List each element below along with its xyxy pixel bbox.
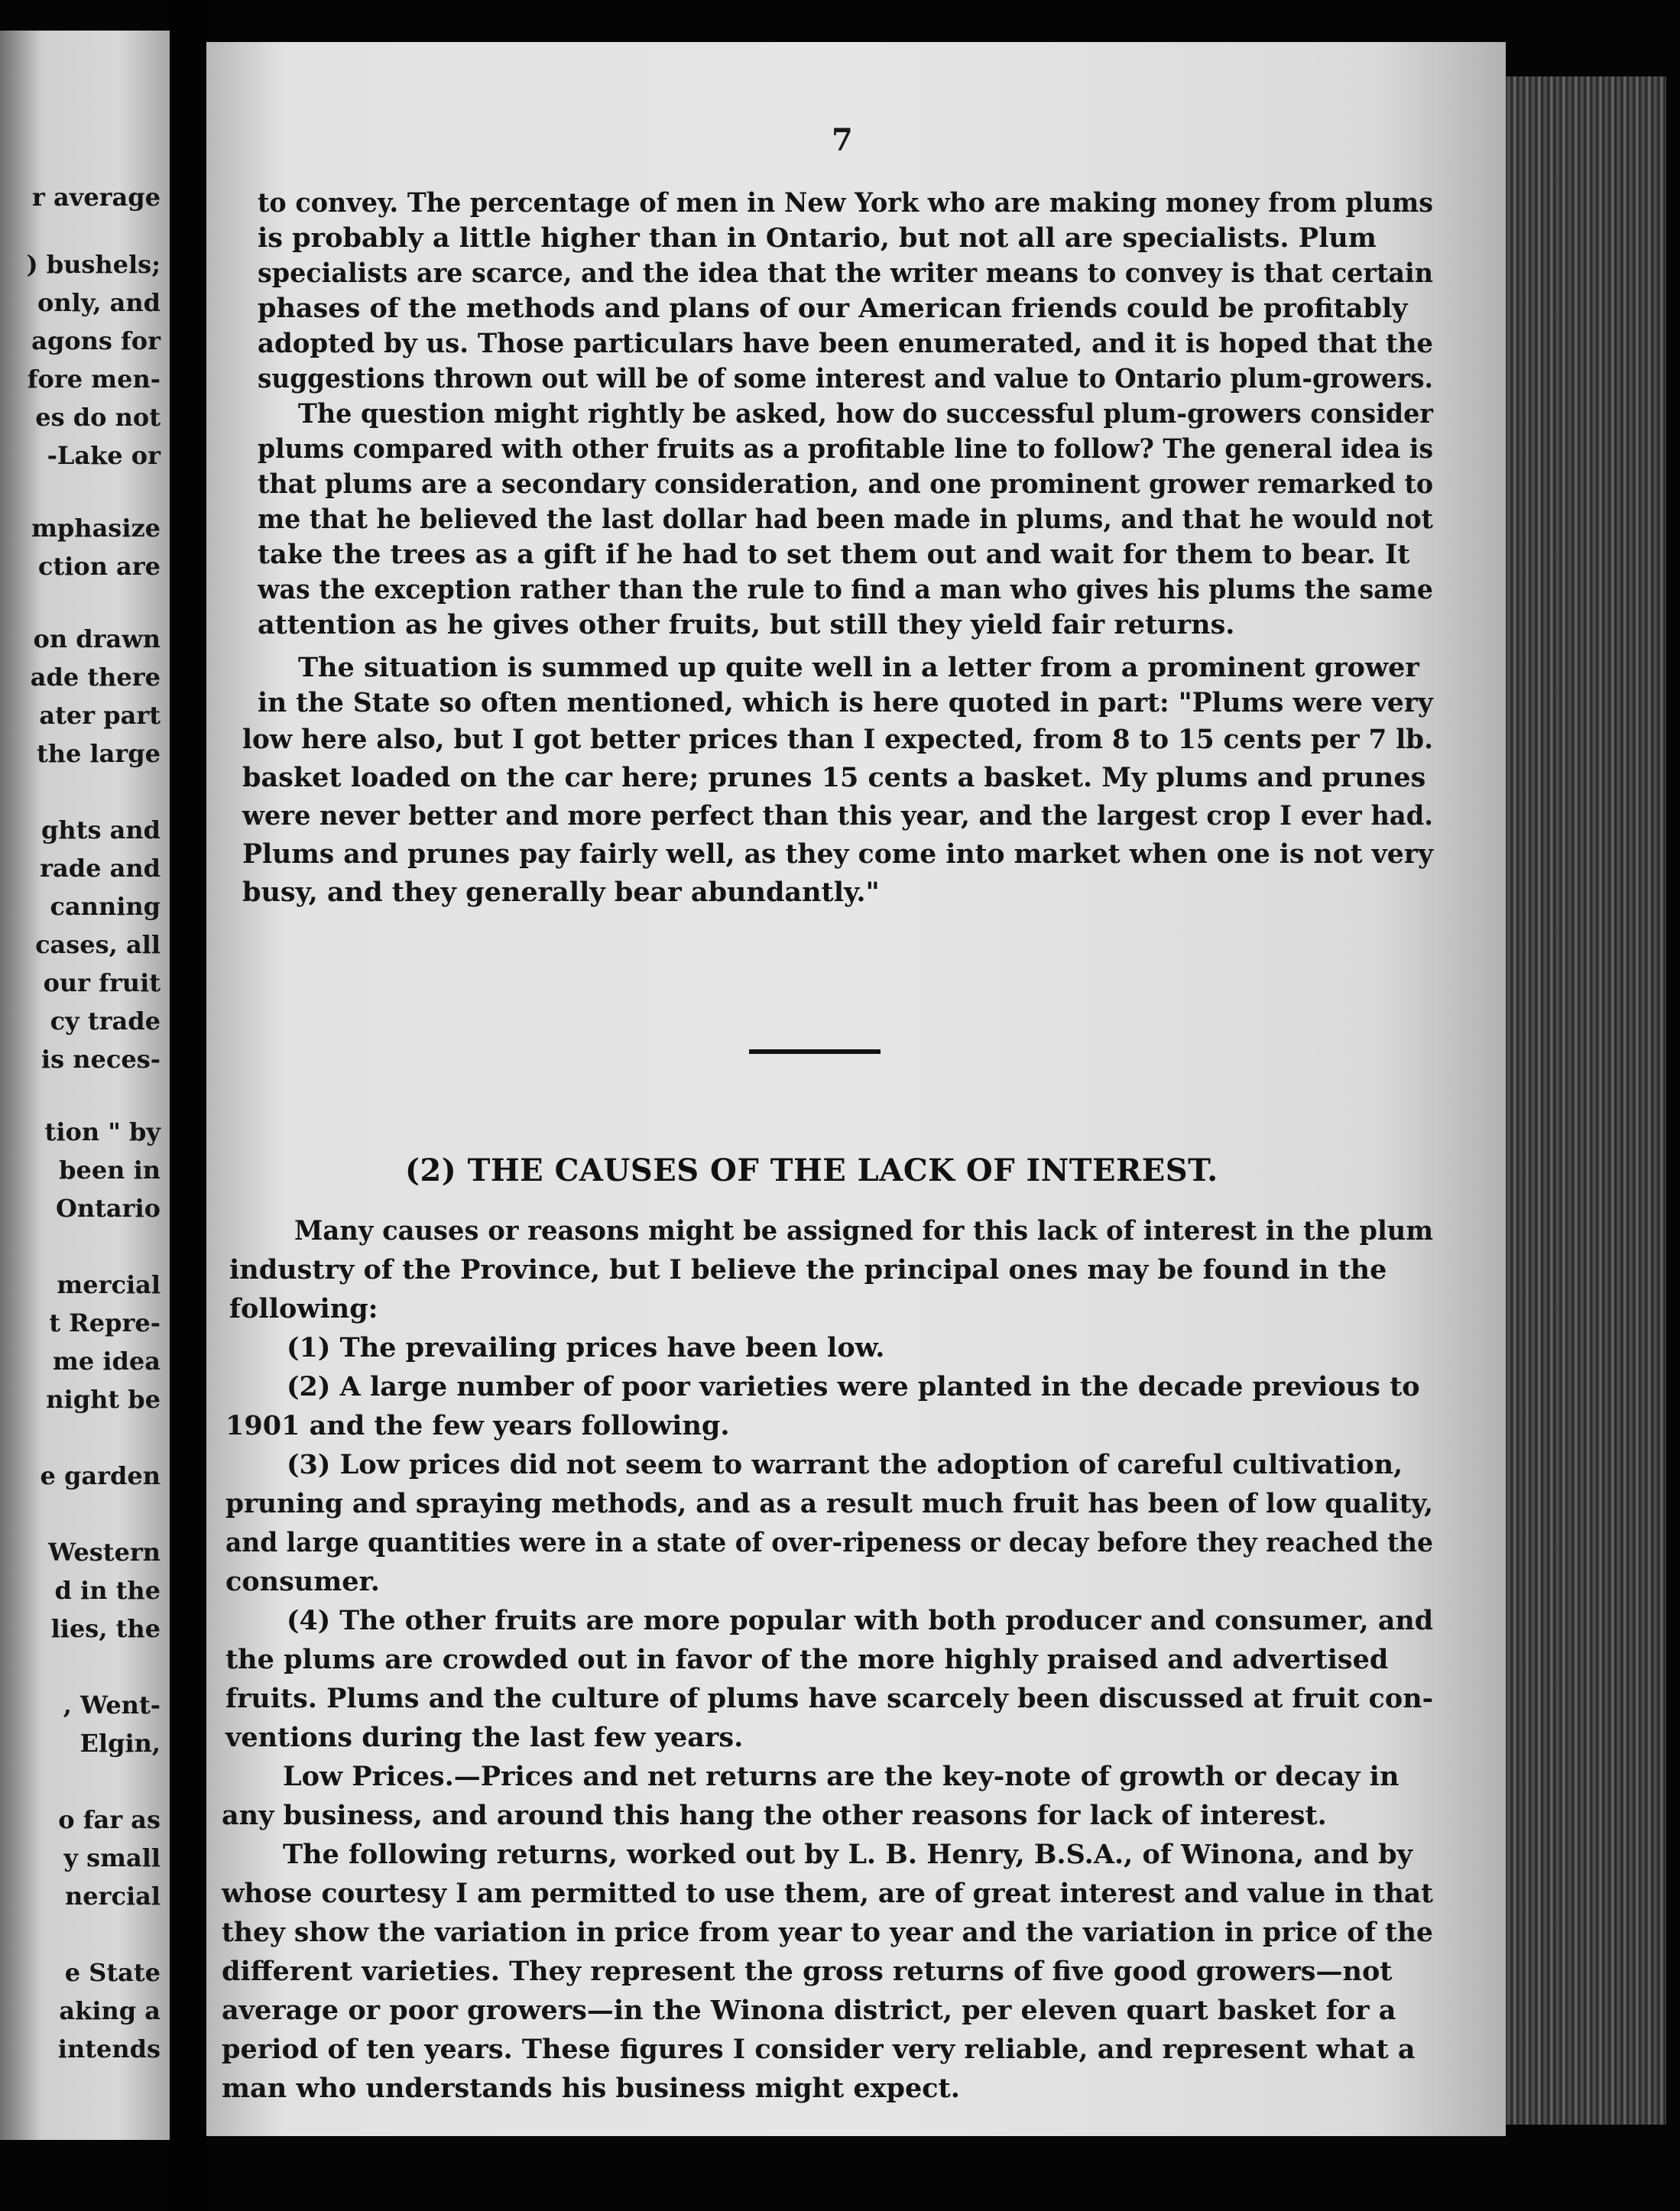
left-page-line: mphasize xyxy=(31,514,161,543)
text-line: fruits. Plums and the culture of plums have scarcely been discussed at fruit con- xyxy=(225,1683,1434,1714)
left-page-line: tion " by xyxy=(44,1117,161,1146)
left-page-line: ade there xyxy=(30,663,161,692)
left-page-line: me idea xyxy=(53,1347,161,1376)
text-line: in the State so often mentioned, which is here quoted in part: "Plums were very xyxy=(258,687,1433,718)
left-page-line: on drawn xyxy=(33,624,161,653)
left-page-line: fore men- xyxy=(27,365,161,394)
left-page-line: aking a xyxy=(59,1996,161,2025)
text-line: they show the variation in price from year to year and the variation in price of the xyxy=(222,1917,1433,1948)
text-line: The question might rightly be asked, how do successful plum-growers consider xyxy=(298,398,1433,430)
text-line: is probably a little higher than in Ontario, but not all are specialists. Plum xyxy=(258,222,1377,254)
text-line: me that he believed the last dollar had been made in plums, and that he would not xyxy=(258,504,1433,535)
left-page-line: ater part xyxy=(39,701,161,730)
section-divider-rule xyxy=(749,1049,881,1054)
text-line: (2) A large number of poor varieties were planted in the decade previous to xyxy=(287,1371,1420,1402)
left-page-line: d in the xyxy=(54,1576,161,1605)
text-line: (3) Low prices did not seem to warrant the adoption of careful cultivation, xyxy=(287,1449,1403,1480)
text-line: different varieties. They represent the gross returns of five good growers—not xyxy=(222,1956,1393,1987)
text-line: 1901 and the few years following. xyxy=(225,1410,730,1441)
left-page-line: the large xyxy=(36,739,161,768)
left-page-line: our fruit xyxy=(43,968,161,997)
left-page-line: ) bushels; xyxy=(26,250,161,279)
left-page-line: rade and xyxy=(40,854,161,883)
left-page-line: -Lake or xyxy=(47,441,161,470)
text-line: (1) The prevailing prices have been low. xyxy=(287,1332,885,1363)
text-line: the plums are crowded out in favor of the more highly praised and advertised xyxy=(225,1644,1389,1675)
text-line: following: xyxy=(229,1293,378,1324)
text-line: industry of the Province, but I believe the principal ones may be found in the xyxy=(229,1254,1387,1285)
left-page-line: y small xyxy=(63,1843,161,1872)
text-line: and large quantities were in a state of over-ripeness or decay before they reached the xyxy=(225,1527,1434,1558)
text-line: were never better and more perfect than this year, and the largest crop I ever had. xyxy=(242,800,1433,832)
text-line: specialists are scarce, and the idea that the writer means to convey is that certain xyxy=(258,258,1433,289)
left-page-line: mercial xyxy=(57,1270,161,1299)
text-line: to convey. The percentage of men in New York who are making money from plums xyxy=(258,187,1434,219)
section-heading: (2) THE CAUSES OF THE LACK OF INTEREST. xyxy=(405,1153,1218,1188)
left-page-line: es do not xyxy=(35,403,161,432)
text-line: pruning and spraying methods, and as a result much fruit has been of low quality, xyxy=(225,1488,1434,1519)
left-page-line: e garden xyxy=(40,1461,161,1490)
text-line: (4) The other fruits are more popular with both producer and consumer, and xyxy=(287,1605,1434,1636)
left-page-line: cy trade xyxy=(50,1007,161,1036)
left-page-line: nercial xyxy=(64,1882,161,1911)
left-page-line: intends xyxy=(57,2034,161,2063)
left-page-line: t Repre- xyxy=(49,1308,161,1337)
text-line: Plums and prunes pay fairly well, as they come into market when one is not very xyxy=(242,838,1434,870)
text-line: The following returns, worked out by L. B. Henry, B.S.A., of Winona, and by xyxy=(283,1839,1412,1870)
text-line: that plums are a secondary consideration, and one prominent grower remarked to xyxy=(258,468,1434,500)
left-page-line: only, and xyxy=(37,288,161,317)
text-line: busy, and they generally bear abundantly." xyxy=(242,877,880,908)
left-page-line: , Went- xyxy=(63,1691,161,1720)
left-page-line: canning xyxy=(50,892,161,921)
left-page-line: lies, the xyxy=(50,1614,161,1643)
text-line: was the exception rather than the rule to find a man who gives his plums the same xyxy=(258,574,1433,605)
text-line: consumer. xyxy=(225,1566,380,1597)
text-line: low here also, but I got better prices than I expected, from 8 to 15 cents per 7 lb. xyxy=(242,724,1433,755)
left-page-line: e State xyxy=(64,1958,161,1987)
text-line: attention as he gives other fruits, but still they yield fair returns. xyxy=(258,609,1235,640)
left-page-line: agons for xyxy=(31,326,161,355)
text-line: whose courtesy I am permitted to use them, are of great interest and value in that xyxy=(222,1878,1433,1909)
text-line: Low Prices.—Prices and net returns are the key-note of growth or decay in xyxy=(283,1761,1399,1792)
page-edge-stack xyxy=(1506,76,1666,2125)
left-page-line: ghts and xyxy=(41,815,161,845)
text-line: take the trees as a gift if he had to set them out and wait for them to bear. It xyxy=(258,539,1410,570)
book-gutter xyxy=(170,0,206,2211)
text-line: adopted by us. Those particulars have been enumerated, and it is hoped that the xyxy=(258,328,1434,359)
left-page-line: night be xyxy=(46,1385,161,1414)
page-number: 7 xyxy=(832,122,853,158)
text-line: phases of the methods and plans of our American friends could be profitably xyxy=(258,293,1408,324)
left-page-line: ction are xyxy=(37,552,161,581)
text-line: suggestions thrown out will be of some interest and value to Ontario plum-growers. xyxy=(258,363,1433,394)
text-line: Many causes or reasons might be assigned for this lack of interest in the plum xyxy=(294,1215,1434,1247)
text-line: ventions during the last few years. xyxy=(225,1722,744,1753)
text-line: plums compared with other fruits as a profitable line to follow? The general idea is xyxy=(258,433,1434,465)
left-page-line: Elgin, xyxy=(79,1729,161,1758)
left-page-line: Ontario xyxy=(55,1194,161,1223)
left-page-line: Western xyxy=(48,1538,161,1567)
text-line: any business, and around this hang the other reasons for lack of interest. xyxy=(222,1800,1327,1831)
text-line: average or poor growers—in the Winona district, per eleven quart basket for a xyxy=(222,1995,1396,2026)
left-page-line: been in xyxy=(59,1156,161,1185)
left-page-line: r average xyxy=(31,183,161,212)
text-line: period of ten years. These figures I consider very reliable, and represent what a xyxy=(222,2034,1416,2065)
left-page-fragment xyxy=(0,31,170,2140)
text-line: man who understands his business might expect. xyxy=(222,2073,960,2104)
text-line: The situation is summed up quite well in a letter from a prominent grower xyxy=(298,652,1419,683)
left-page-line: is neces- xyxy=(41,1045,161,1074)
left-page-line: cases, all xyxy=(35,930,161,959)
text-line: basket loaded on the car here; prunes 15 cents a basket. My plums and prunes xyxy=(242,762,1426,793)
left-page-line: o far as xyxy=(58,1805,161,1834)
